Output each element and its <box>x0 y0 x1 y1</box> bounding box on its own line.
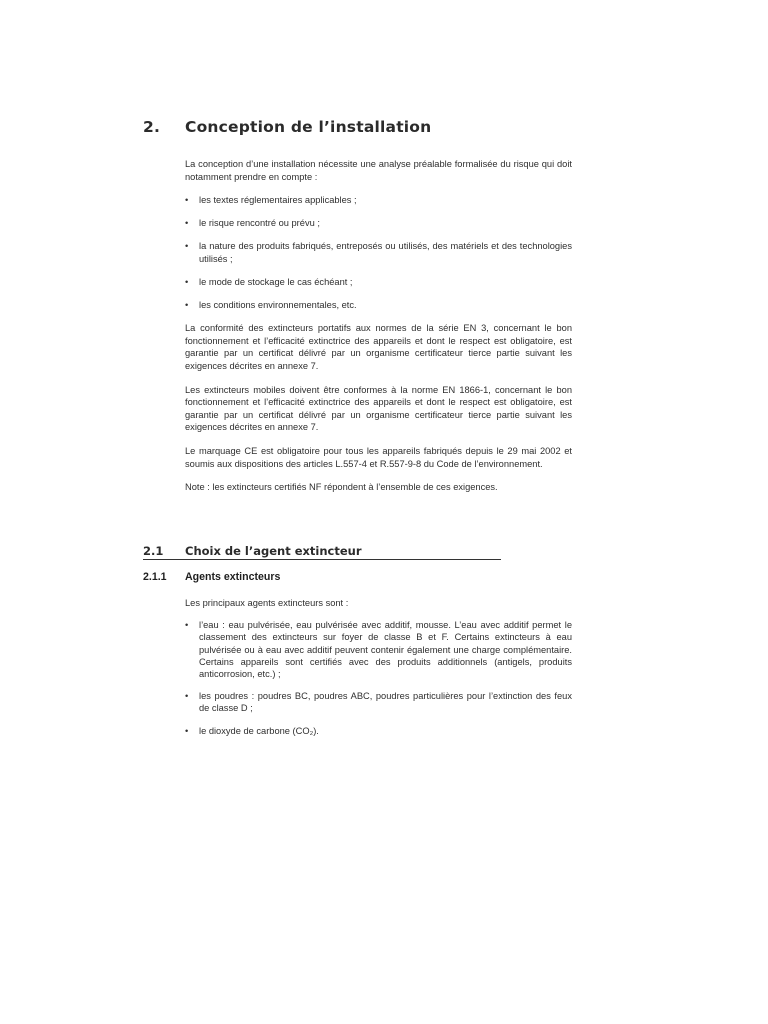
bullet-icon: • <box>185 195 189 206</box>
list-item: • le dioxyde de carbone (CO₂). <box>185 725 319 736</box>
list-item: • les textes réglementaires applicables ; <box>185 195 357 206</box>
paragraph-mobile-extinguishers: Les extincteurs mobiles doivent être conformes à la norme EN 1866-1, concernant le bon fonctionnement et l’efficacité extinctrice des appareils et dont le respect est obligatoire, est garantie par un certificat délivré par un organisme certificateur tierce partie suivant les exigences décrites en annexe 7. <box>185 384 572 433</box>
subsubsection-intro: Les principaux agents extincteurs sont : <box>185 598 349 608</box>
subsubsection-body <box>185 597 572 747</box>
list-item: • le risque rencontré ou prévu ; <box>185 218 320 229</box>
subsection-title: Choix de l’agent extincteur <box>185 544 362 558</box>
risk-factors-list <box>185 194 572 312</box>
paragraph-ce-marking: Le marquage CE est obligatoire pour tous les appareils fabriqués depuis le 29 mai 2002 et soumis aux dispositions des articles L.557-4 et R.557-9-8 du Code de l’environnement. <box>185 446 572 469</box>
subsubsection-heading <box>143 571 543 583</box>
bullet-icon: • <box>185 620 189 631</box>
list-item: • l’eau : eau pulvérisée, eau pulvérisée avec additif, mousse. L’eau avec additif permet le classement des extincteurs sur foyer de classe B et F. Certains extincteurs à eau pulvérisée ou à eau avec additif peuvent contenir également une charge complémentaire. Certains appareils sont certifiés avec des produits additionnels (antigels, produits anticorrosion, etc.) ; <box>185 620 572 680</box>
subsubsection-number: 2.1.1 <box>143 571 167 583</box>
section-number: 2. <box>143 118 161 136</box>
subsubsection-title: Agents extincteurs <box>185 571 281 583</box>
bullet-icon: • <box>185 241 189 252</box>
subsection-heading <box>143 544 501 560</box>
list-item: • la nature des produits fabriqués, entreposés ou utilisés, des matériels et des technologies utilisés ; <box>185 241 572 264</box>
list-item: • les conditions environnementales, etc. <box>185 300 357 311</box>
section-title: Conception de l’installation <box>185 118 432 136</box>
list-item: • les poudres : poudres BC, poudres ABC, poudres particulières pour l’extinction des feux de classe D ; <box>185 691 572 714</box>
section-intro: La conception d’une installation nécessite une analyse préalable formalisée du risque qui doit notamment prendre en compte : <box>185 159 572 182</box>
bullet-icon: • <box>185 725 189 736</box>
bullet-icon: • <box>185 691 189 702</box>
paragraph-note: Note : les extincteurs certifiés NF répondent à l’ensemble de ces exigences. <box>185 482 498 493</box>
bullet-icon: • <box>185 277 189 288</box>
section-heading <box>143 118 583 136</box>
paragraph-portable-extinguishers: La conformité des extincteurs portatifs aux normes de la série EN 3, concernant le bon fonctionnement et l’efficacité extinctrice des appareils et dont le respect est obligatoire, est garantie par un certificat délivré par un organisme certificateur tierce partie suivant les exigences décrites en annexe 7. <box>185 323 572 372</box>
extinguishing-agents-list <box>185 619 572 737</box>
bullet-icon: • <box>185 300 189 311</box>
list-item: • le mode de stockage le cas échéant ; <box>185 277 353 288</box>
section-body <box>185 158 572 505</box>
bullet-icon: • <box>185 218 189 229</box>
subsection-number: 2.1 <box>143 544 164 558</box>
